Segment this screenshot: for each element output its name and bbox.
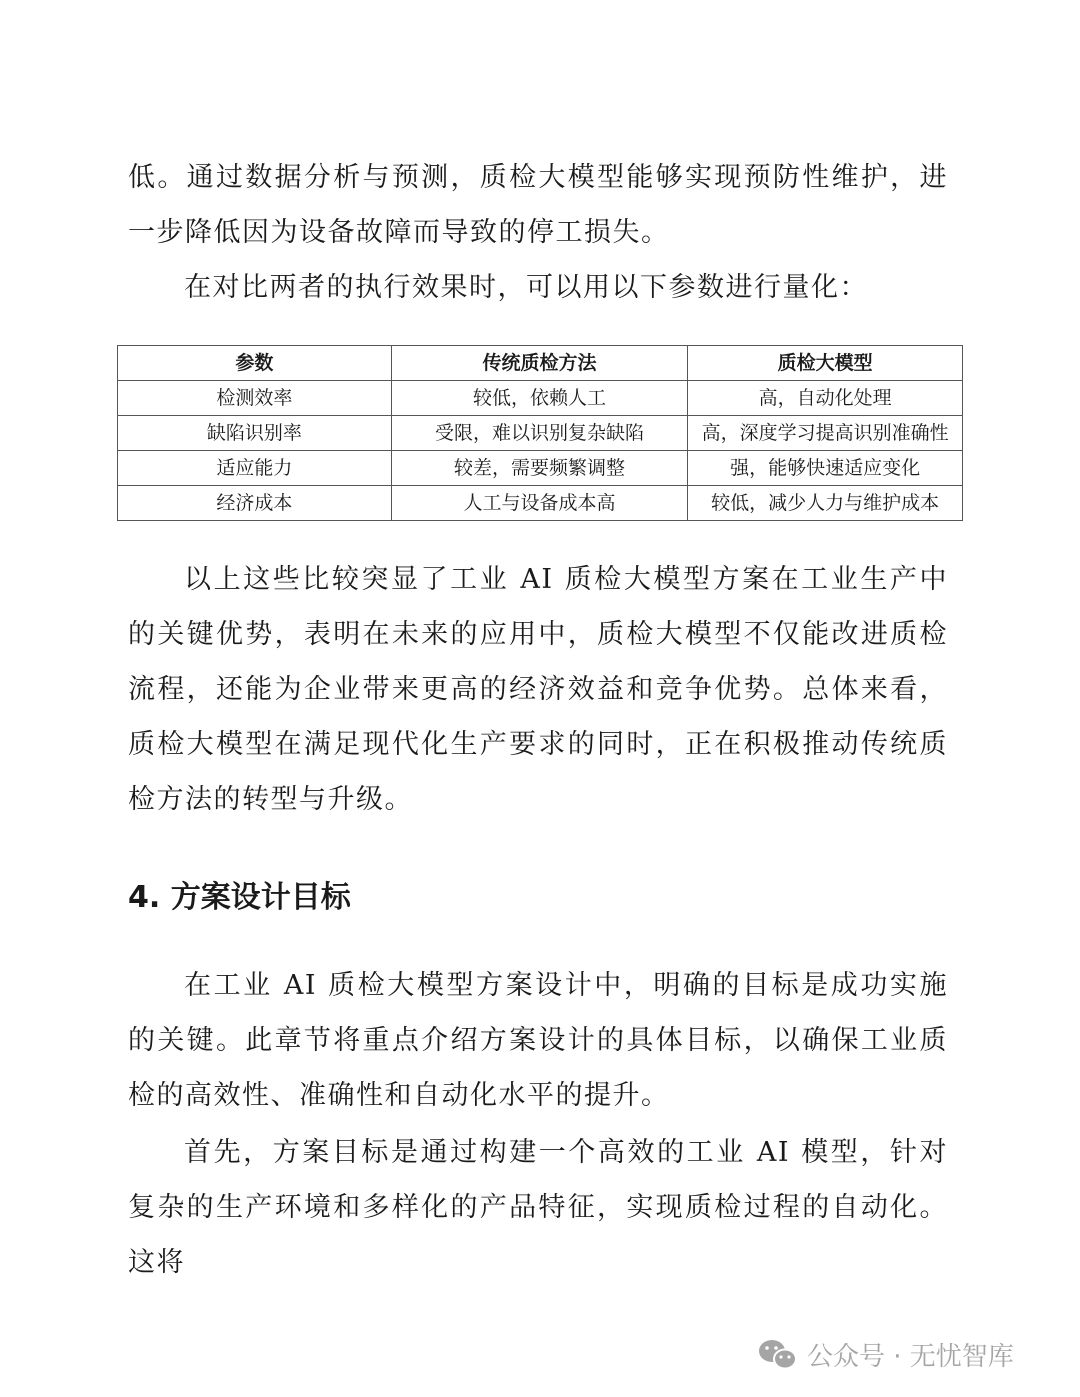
paragraph-section-first: 首先，方案目标是通过构建一个高效的工业 AI 模型，针对复杂的生产环境和多样化的产品特征，实现质检过程的自动化。这将: [128, 1137, 948, 1278]
watermark-text: 公众号 · 无忧智库: [807, 1342, 1014, 1372]
table-cell: 缺陷识别率: [118, 416, 392, 451]
table-row: [118, 451, 963, 486]
header-cell: 传统质检方法: [391, 346, 688, 381]
table-row: [118, 486, 963, 521]
table-cell: 检测效率: [118, 381, 392, 416]
table-row: [118, 381, 963, 416]
table-header-row: [118, 346, 963, 381]
table-cell: 经济成本: [118, 486, 392, 521]
table-row: [118, 416, 963, 451]
header-cell: 质检大模型: [688, 346, 963, 381]
table-cell: 人工与设备成本高: [391, 486, 688, 521]
table-cell: 较低，减少人力与维护成本: [688, 486, 963, 521]
section-heading: 4. 方案设计目标: [128, 880, 351, 915]
table-cell: 较差，需要频繁调整: [391, 451, 688, 486]
comparison-table: [117, 345, 963, 521]
header-cell: 参数: [118, 346, 392, 381]
table-cell: 高，自动化处理: [688, 381, 963, 416]
wechat-icon: [757, 1338, 799, 1372]
table-cell: 受限，难以识别复杂缺陷: [391, 416, 688, 451]
paragraph-intro-table: 在对比两者的执行效果时，可以用以下参数进行量化：: [184, 272, 868, 303]
table-cell: 强，能够快速适应变化: [688, 451, 963, 486]
paragraph-summary: 以上这些比较突显了工业 AI 质检大模型方案在工业生产中的关键优势，表明在未来的应用中，质检大模型不仅能改进质检流程，还能为企业带来更高的经济效益和竞争优势。总体来看，质检大模型在满足现代化生产要求的同时，正在积极推动传统质检方法的转型与升级。: [128, 564, 948, 815]
paragraph-continued: 低。通过数据分析与预测，质检大模型能够实现预防性维护，进一步降低因为设备故障而导致的停工损失。: [128, 162, 948, 248]
table-cell: 适应能力: [118, 451, 392, 486]
watermark: [757, 1336, 1014, 1373]
table-cell: 高，深度学习提高识别准确性: [688, 416, 963, 451]
paragraph-section-intro: 在工业 AI 质检大模型方案设计中，明确的目标是成功实施的关键。此章节将重点介绍方案设计的具体目标，以确保工业质检的高效性、准确性和自动化水平的提升。: [128, 970, 948, 1111]
table-cell: 较低，依赖人工: [391, 381, 688, 416]
